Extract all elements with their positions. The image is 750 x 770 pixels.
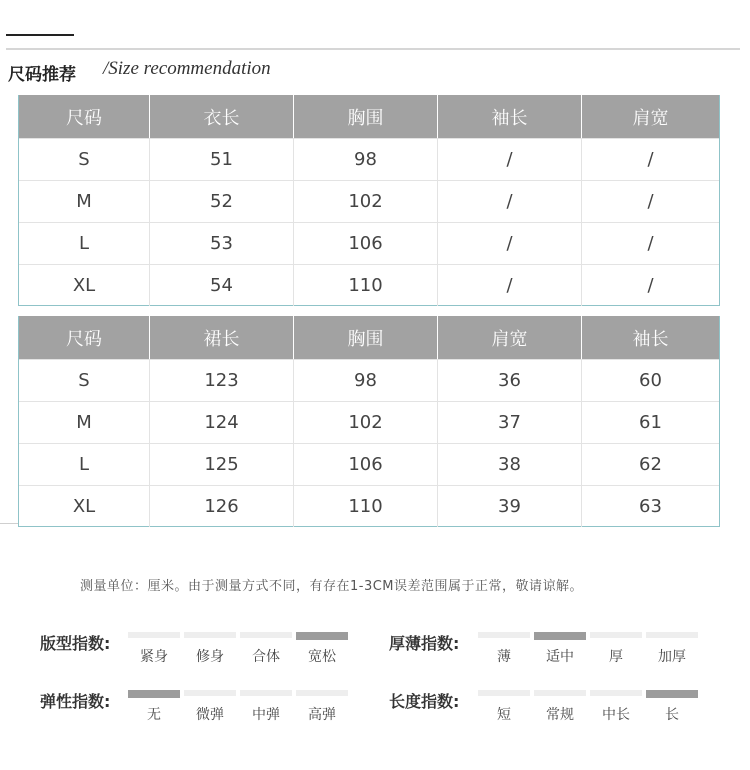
fit-index-scale <box>128 632 352 666</box>
table-header-row <box>19 316 719 359</box>
table-cell: / <box>438 223 582 264</box>
table-cell: L <box>19 223 150 264</box>
elasticity-index-label: 弹性指数: <box>40 692 111 711</box>
table-cell: / <box>647 191 654 212</box>
table-cell: / <box>647 275 654 296</box>
scale-segment-selected <box>646 690 698 698</box>
section-title-cn: 尺码推荐 <box>8 65 76 85</box>
table-cell: 54 <box>150 265 294 306</box>
header-cell-size: 尺码 <box>19 316 150 359</box>
table-row <box>19 138 719 180</box>
table-cell: 37 <box>438 402 582 443</box>
thickness-index-scale <box>478 632 702 666</box>
scale-option: 常规 <box>546 707 574 723</box>
table-cell: 110 <box>294 486 438 527</box>
header-cell-shoulder: 肩宽 <box>632 107 669 129</box>
scale-option: 宽松 <box>308 649 336 665</box>
table-row <box>19 401 719 443</box>
table-cell: 39 <box>438 486 582 527</box>
scale-segment <box>590 632 642 638</box>
left-edge-divider <box>0 523 18 524</box>
table-cell: 51 <box>150 139 294 180</box>
header-cell-bust: 胸围 <box>294 95 438 138</box>
scale-option: 合体 <box>252 649 280 665</box>
header-cell-size: 尺码 <box>19 95 150 138</box>
scale-option: 加厚 <box>658 649 686 665</box>
scale-segment <box>240 690 292 696</box>
table-cell: M <box>19 402 150 443</box>
table-cell: XL <box>19 486 150 527</box>
top-divider-short <box>6 34 74 36</box>
table-cell: XL <box>19 265 150 306</box>
scale-option: 短 <box>497 707 511 723</box>
table-cell: 53 <box>150 223 294 264</box>
table-cell: 124 <box>150 402 294 443</box>
table-cell: 61 <box>639 412 662 433</box>
table-cell: 106 <box>294 223 438 264</box>
measurement-note: 测量单位：厘米。由于测量方式不同，有存在1-3CM误差范围属于正常，敬请谅解。 <box>80 579 584 594</box>
table-cell: 126 <box>150 486 294 527</box>
table-row <box>19 222 719 264</box>
scale-segment <box>128 632 180 638</box>
table-cell: S <box>19 139 150 180</box>
table-cell: 106 <box>294 444 438 485</box>
scale-option: 微弹 <box>196 707 224 723</box>
table-cell: / <box>438 265 582 306</box>
table-cell: 60 <box>639 370 662 391</box>
table-cell: 38 <box>438 444 582 485</box>
header-cell-sleeve: 袖长 <box>632 328 669 350</box>
scale-segment <box>184 632 236 638</box>
scale-segment-selected <box>296 632 348 640</box>
scale-option: 长 <box>665 707 679 723</box>
table-row <box>19 180 719 222</box>
scale-segment <box>534 690 586 696</box>
table-cell: 123 <box>150 360 294 401</box>
section-title-en: /Size recommendation <box>103 58 271 79</box>
table-cell: 102 <box>294 402 438 443</box>
scale-segment <box>184 690 236 696</box>
table-cell: 98 <box>294 139 438 180</box>
scale-option: 无 <box>147 707 161 723</box>
scale-option: 紧身 <box>140 649 168 665</box>
table-cell: 63 <box>639 496 662 517</box>
elasticity-index-scale <box>128 690 352 724</box>
table-cell: / <box>647 149 654 170</box>
header-cell-bust: 胸围 <box>294 316 438 359</box>
scale-option: 中长 <box>602 707 630 723</box>
table-cell: L <box>19 444 150 485</box>
table-cell: / <box>647 233 654 254</box>
scale-segment-selected <box>128 690 180 698</box>
scale-segment <box>646 632 698 638</box>
scale-option: 适中 <box>546 649 574 665</box>
header-cell-length: 衣长 <box>150 95 294 138</box>
table-cell: 110 <box>294 265 438 306</box>
size-table-bottom <box>18 316 720 527</box>
table-row <box>19 485 719 527</box>
table-header-row <box>19 95 719 138</box>
table-cell: 98 <box>294 360 438 401</box>
length-index-label: 长度指数: <box>389 692 460 711</box>
table-cell: M <box>19 181 150 222</box>
scale-option: 修身 <box>196 649 224 665</box>
scale-segment-selected <box>534 632 586 640</box>
table-row <box>19 359 719 401</box>
table-cell: 62 <box>639 454 662 475</box>
table-cell: / <box>438 181 582 222</box>
table-cell: 125 <box>150 444 294 485</box>
header-cell-shoulder: 肩宽 <box>438 316 582 359</box>
scale-option: 高弹 <box>308 707 336 723</box>
thickness-index-label: 厚薄指数: <box>389 634 460 653</box>
fit-index-label: 版型指数: <box>40 634 111 653</box>
header-cell-sleeve: 袖长 <box>438 95 582 138</box>
top-divider-long <box>6 48 740 50</box>
table-row <box>19 443 719 485</box>
size-table-top <box>18 95 720 306</box>
header-cell-dress-length: 裙长 <box>150 316 294 359</box>
scale-segment <box>590 690 642 696</box>
table-cell: 52 <box>150 181 294 222</box>
scale-option: 厚 <box>609 649 623 665</box>
scale-segment <box>240 632 292 638</box>
length-index-scale <box>478 690 702 724</box>
table-cell: 102 <box>294 181 438 222</box>
table-row <box>19 264 719 306</box>
scale-option: 中弹 <box>252 707 280 723</box>
scale-segment <box>478 690 530 696</box>
scale-segment <box>296 690 348 696</box>
table-cell: 36 <box>438 360 582 401</box>
scale-option: 薄 <box>497 649 511 665</box>
scale-segment <box>478 632 530 638</box>
table-cell: S <box>19 360 150 401</box>
table-cell: / <box>438 139 582 180</box>
